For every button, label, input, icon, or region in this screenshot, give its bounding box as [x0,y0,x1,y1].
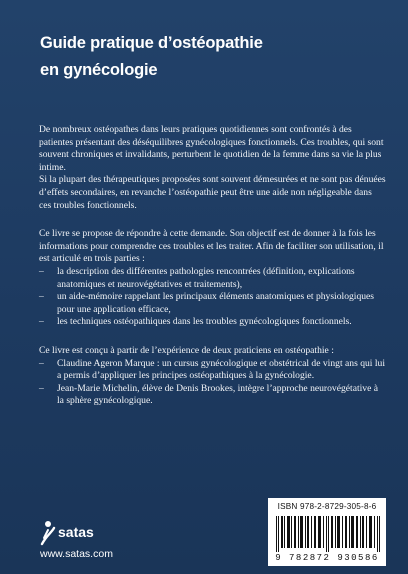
publisher-url[interactable]: www.satas.com [40,548,113,560]
structure-lead: Ce livre se propose de répondre à cette demande. Son objectif est de donner à la fois les informations pour comprendre ces troubles et les traiter. Afin de faciliter son utilisation, il est articulé en trois parties : [39,228,384,265]
list-item: – les techniques ostéopathiques dans les troubles gynécologiques fonctionnels. [39,316,386,329]
title-line-2: en gynécologie [40,61,158,79]
blurb [39,124,386,424]
authors-paragraph [39,345,386,408]
book-title [40,30,380,84]
list-item: – un aide-mémoire rappelant les principaux éléments anatomiques et physiologiques pour une application efficace, [39,291,386,316]
ean-number: 9 782872 930586 [275,553,379,563]
publisher-name: satas [58,524,94,540]
authors-list [39,358,386,408]
intro-text-1: De nombreux ostéopathes dans leurs pratiques quotidiennes sont confrontés à des patientes présentant des déséquilibres gynécologiques fonctionnels. Ces troubles, qui sont souvent chroniques et invalidants, perturbent le quotidien de la femme dans sa vie la plus intime. [39,124,384,173]
list-item: – la description des différentes pathologies rencontrées (définition, explications anatomiques et neurovégétatives et traitements), [39,266,386,291]
intro-paragraph [39,124,386,212]
list-item: – Claudine Ageron Marque : un cursus gynécologique et obstétrical de vingt ans qui lui a permis d’appliquer les principes ostéopathiques à la gynécologie. [39,358,386,383]
isbn-number: ISBN 978-2-8729-305-8-6 [277,502,377,511]
structure-list [39,266,386,329]
barcode-icon [274,516,382,552]
title-line-1: Guide pratique d’ostéopathie [40,34,263,52]
list-item: – Jean-Marie Michelin, élève de Denis Brookes, intègre l’approche neurovégétative à la sphère gynécologique. [39,383,386,408]
intro-text-2: Si la plupart des thérapeutiques proposées sont souvent démesurées et ne sont pas dénuées d’effets secondaires, en revanche l’ostéopathie peut être une aide non négligeable dans ces troubles fonctionnels. [39,174,386,211]
authors-lead: Ce livre est conçu à partir de l’expérience de deux praticiens en ostéopathie : [39,344,334,356]
structure-paragraph [39,228,386,329]
